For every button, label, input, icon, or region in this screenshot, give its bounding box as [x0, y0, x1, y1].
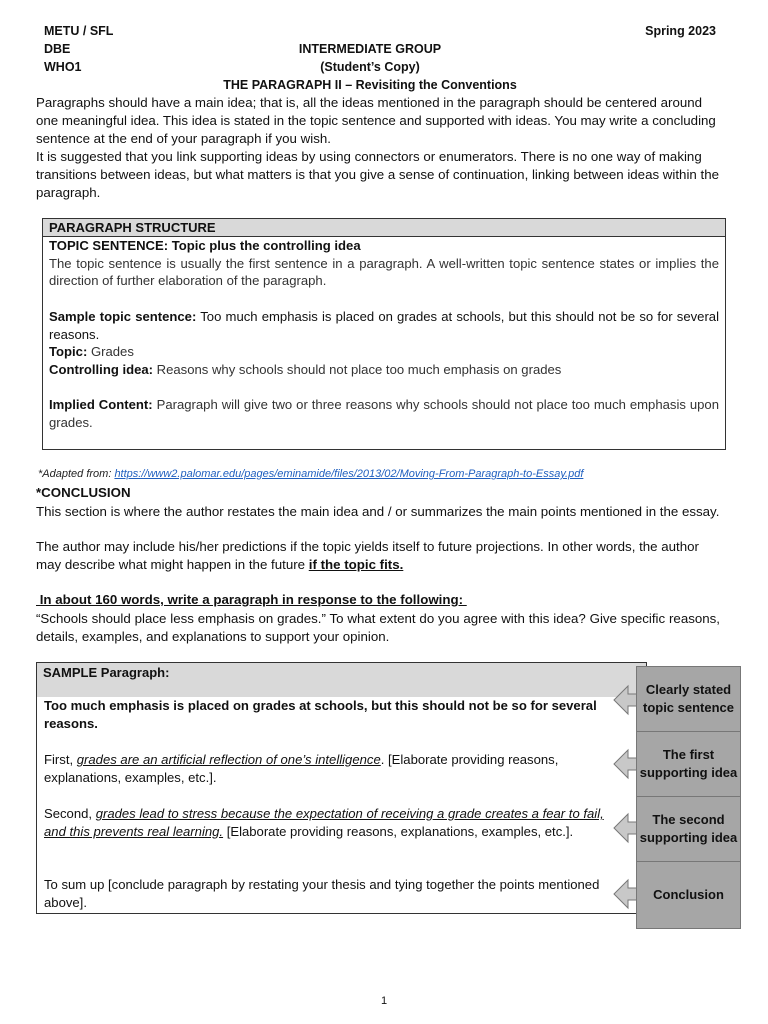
header-institution: METU / SFL [44, 24, 114, 38]
implied-content-value: Paragraph will give two or three reasons why schools should not place too much emphasis upon grades. [49, 397, 719, 430]
page-number: 1 [380, 995, 388, 1007]
document-title: THE PARAGRAPH II – Revisiting the Conventions [223, 78, 517, 92]
header-course: WHO1 [44, 60, 82, 74]
topic-sentence-definition [49, 237, 719, 255]
conclusion-paragraph-2 [36, 538, 720, 574]
header-term: Spring 2023 [645, 24, 716, 38]
conclusion-text: The author may include his/her predictions if the topic yields itself to future projections. In other words, the author may describe what might happen in the future [36, 539, 699, 572]
topic-sentence-description: The topic sentence is usually the first sentence in a paragraph. A well-written topic sentence states or implies the direction of further elaboration of the paragraph. [49, 255, 719, 289]
tag-conclusion: Conclusion [636, 861, 741, 929]
source-citation [38, 468, 583, 480]
sample-second-support [44, 805, 619, 841]
source-link[interactable]: https://www2.palomar.edu/pages/eminamide/files/2013/02/Moving-From-Paragraph-to-Essay.pdf [114, 468, 584, 480]
intro-paragraph-1: Paragraphs should have a main idea; that is, all the ideas mentioned in the paragraph should be centered around one meaningful idea. This idea is stated in the topic sentence and supported with ideas. You may write a concluding sentence at the end of your paragraph if you wish. [36, 95, 716, 146]
sample-conclusion: To sum up [conclude paragraph by restating your thesis and tying together the points mentioned above]. [44, 877, 600, 910]
second-suffix: [Elaborate providing reasons, explanations, examples, etc.]. [223, 823, 574, 839]
sample-heading: SAMPLE Paragraph: [37, 663, 646, 697]
tag-topic-sentence: Clearly stated topic sentence [636, 666, 741, 732]
first-prefix: First, [44, 752, 77, 767]
topic-value: Grades [87, 344, 134, 360]
structure-heading: PARAGRAPH STRUCTURE [43, 219, 725, 237]
tag-second-supporting-idea: The second supporting idea [636, 796, 741, 862]
tag-first-supporting-idea: The first supporting idea [636, 731, 741, 797]
topic-key: Topic: [49, 344, 88, 360]
conclusion-heading: *CONCLUSION [36, 485, 131, 500]
first-suffix: . [Elaborate providing reasons, explanations, examples, etc.]. [44, 752, 559, 785]
implied-content-key: Implied Content: [49, 397, 153, 413]
controlling-idea-key: Controlling idea: [49, 361, 154, 377]
sample-topic-sentence [49, 308, 719, 343]
sample-label: Sample topic sentence: [49, 308, 197, 324]
paragraph-structure-box [42, 218, 726, 450]
conclusion-emphasis: if the topic fits. [308, 556, 404, 572]
intro-paragraph-2: It is suggested that you link supporting ideas by using connectors or enumerators. There is no one way of making transitions between ideas, but what matters is that you give a sense of continuation, linking between ideas within the paragraph. [36, 149, 719, 200]
topic-sentence-label-rest: Topic plus the controlling idea [168, 238, 361, 253]
topic-line [49, 343, 719, 361]
first-idea: grades are an artificial reflection of one’s intelligence [76, 752, 381, 767]
sample-topic-sentence-text: Too much emphasis is placed on grades at schools, but this should not be so for several reasons. [44, 698, 597, 731]
task-instruction: In about 160 words, write a paragraph in response to the following: [36, 592, 467, 607]
controlling-idea-value: Reasons why schools should not place too much emphasis on grades [153, 361, 562, 377]
controlling-idea-line [49, 361, 719, 379]
second-idea: grades lead to stress because the expectation of receiving a grade creates a fear to fail, and this prevents real learning. [44, 806, 604, 839]
conclusion-paragraph-1: This section is where the author restates the main idea and / or summarizes the main points mentioned in the essay. [36, 504, 720, 519]
second-prefix: Second, [44, 806, 96, 821]
header-group: INTERMEDIATE GROUP [298, 42, 442, 56]
header-department: DBE [44, 42, 71, 56]
task-prompt: “Schools should place less emphasis on grades.” To what extent do you agree with this idea? Give specific reasons, details, examples, and explanations to support your opinion. [36, 611, 720, 644]
sample-text: Too much emphasis is placed on grades at schools, but this should not be so for several reasons. [49, 308, 719, 342]
sample-paragraph-box [36, 662, 647, 914]
topic-sentence-label: TOPIC SENTENCE: [49, 238, 169, 253]
source-prefix: *Adapted from: [38, 468, 115, 480]
header-copy: (Student’s Copy) [320, 60, 420, 74]
implied-content-line [49, 396, 719, 431]
sample-first-support [44, 751, 619, 787]
header-center [0, 40, 740, 94]
